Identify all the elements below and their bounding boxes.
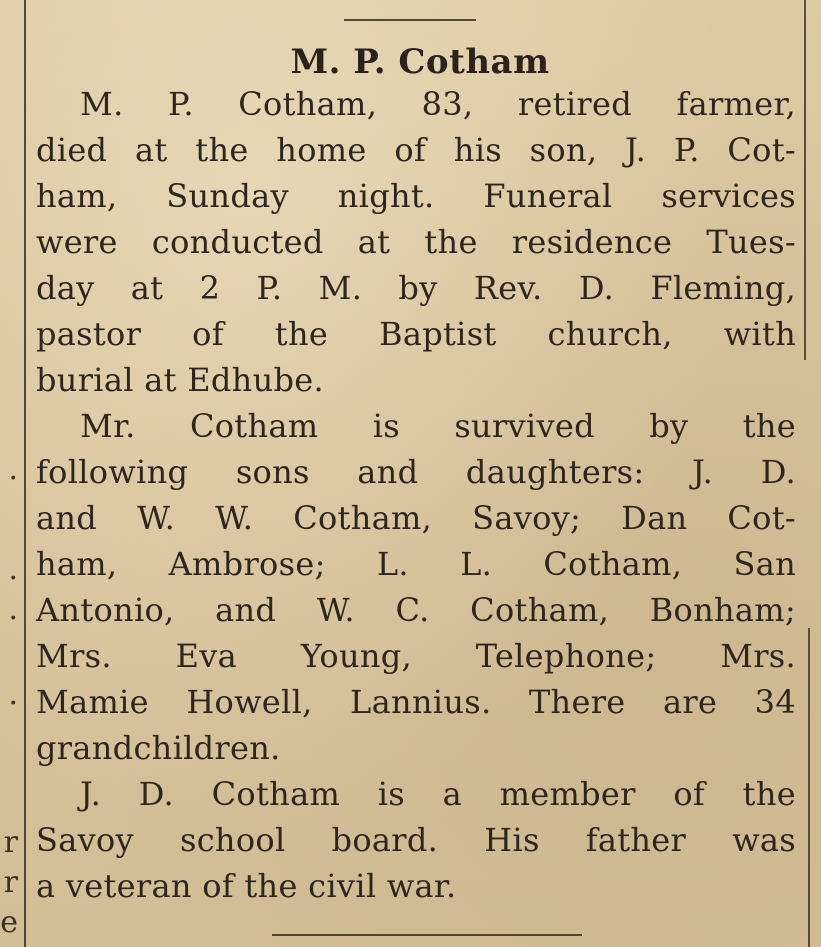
margin-fragment: .	[8, 452, 18, 487]
article-line: ham, Ambrose; L. L. Cotham, San	[36, 545, 796, 583]
article-line: a veteran of the civil war.	[36, 867, 457, 905]
article-line: grandchildren.	[36, 729, 281, 767]
article-line: and W. W. Cotham, Savoy; Dan Cot-	[36, 499, 796, 537]
article-line: J. D. Cotham is a member of the	[80, 775, 796, 813]
column-rule-left	[24, 0, 26, 947]
article-line: Mamie Howell, Lannius. There are 34	[36, 683, 796, 721]
margin-fragment: .	[8, 677, 18, 712]
separator-rule-top	[344, 19, 476, 21]
column-rule-right-top	[804, 0, 806, 360]
article-line: were conducted at the residence Tues-	[36, 223, 796, 261]
margin-fragment: r	[3, 825, 18, 860]
article-line: day at 2 P. M. by Rev. D. Fleming,	[36, 269, 796, 307]
margin-fragment: .	[8, 592, 18, 627]
separator-rule-bottom	[272, 934, 582, 936]
article-line: Savoy school board. His father was	[36, 821, 796, 859]
article-line: M. P. Cotham, 83, retired farmer,	[80, 85, 796, 123]
article-line: Antonio, and W. C. Cotham, Bonham;	[36, 591, 796, 629]
margin-fragment: .	[8, 552, 18, 587]
article-line: Mrs. Eva Young, Telephone; Mrs.	[36, 637, 796, 675]
margin-fragment: r	[3, 865, 18, 900]
article-line: burial at Edhube.	[36, 361, 324, 399]
article-line: Mr. Cotham is survived by the	[80, 407, 796, 445]
article-line: died at the home of his son, J. P. Cot-	[36, 131, 796, 169]
article-line: ham, Sunday night. Funeral services	[36, 177, 796, 215]
article-line: following sons and daughters: J. D.	[36, 453, 796, 491]
margin-fragment: e	[0, 905, 18, 940]
article-headline: M. P. Cotham	[290, 42, 550, 82]
column-rule-right-bottom	[808, 628, 810, 947]
article-line: pastor of the Baptist church, with	[36, 315, 796, 353]
